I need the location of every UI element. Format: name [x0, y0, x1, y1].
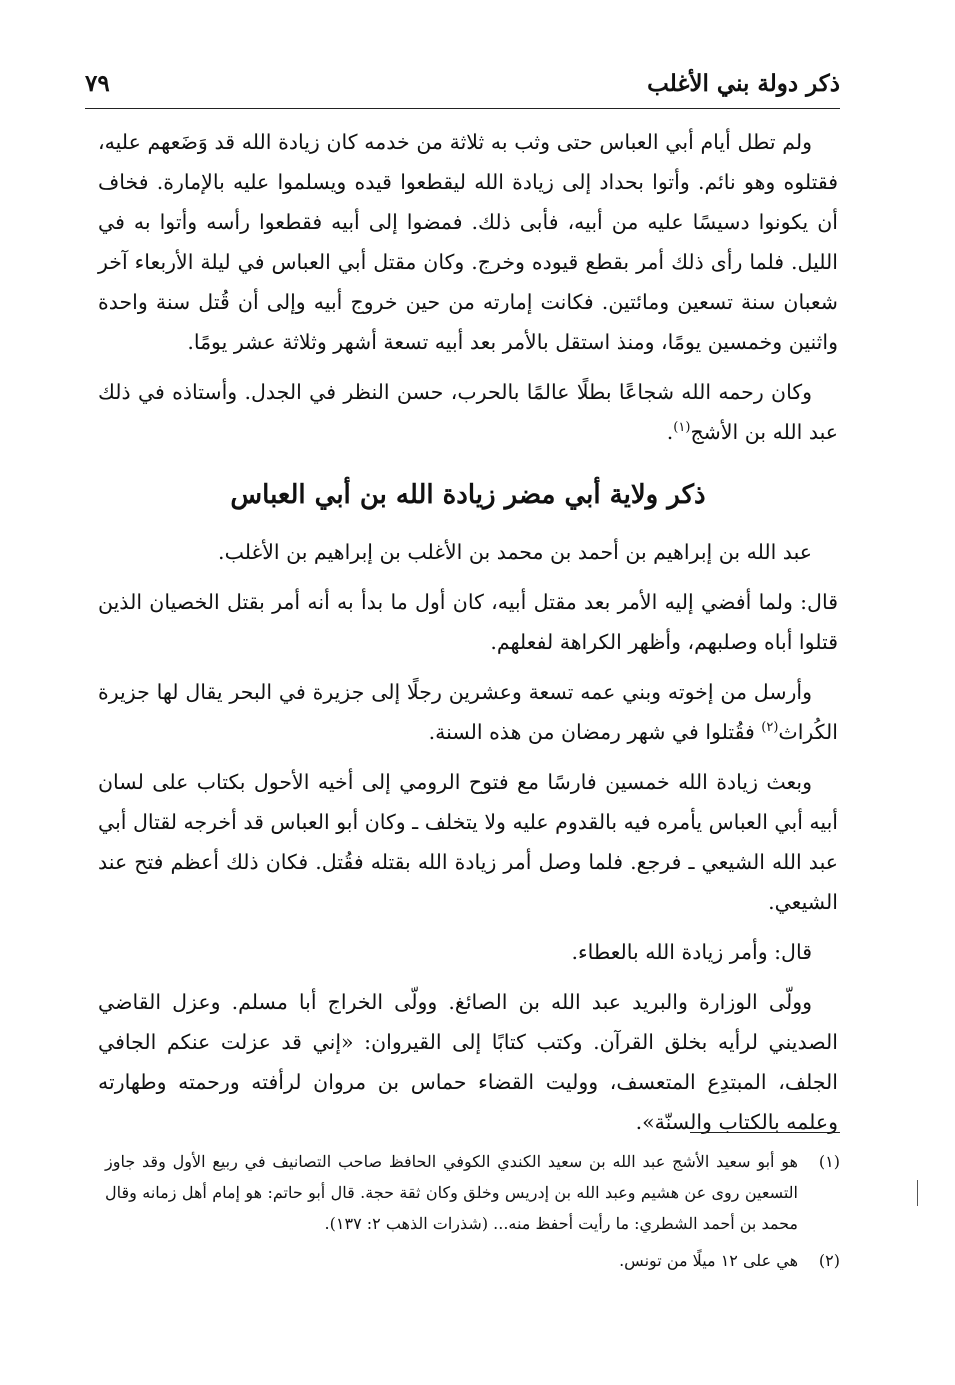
paragraph — [98, 672, 838, 752]
section-heading: ذكر ولاية أبي مضر زيادة الله بن أبي العباس — [230, 480, 706, 510]
footnote — [105, 1245, 840, 1276]
paragraph: قال: وأمر زيادة الله بالعطاء. — [571, 940, 812, 964]
footnote-reference[interactable]: (١) — [673, 420, 691, 436]
footnote — [105, 1146, 840, 1239]
paragraph: وكان رحمه الله شجاعًا بطلًا عالمًا بالحرب، حسن النظر في الجدل. وأستاذه في ذلك عبد الله بن الأشج$^{(١)}$. — [98, 380, 838, 444]
paragraph-text: وكان رحمه الله شجاعًا بطلًا عالمًا بالحرب، حسن النظر في الجدل. وأستاذه في ذلك عبد الله بن الأشج — [98, 380, 838, 444]
footnote-text: هي على ١٢ ميلًا من تونس. — [619, 1251, 798, 1270]
footnote-reference[interactable]: (٢) — [761, 720, 779, 736]
paragraph: قال: ولما أفضي إليه الأمر بعد مقتل أبيه، كان أول ما بدأ به أنه أمر بقتل الخصيان الذين قتلوا أباه وصلبهم، وأظهر الكراهة لفعلهم. — [98, 590, 838, 654]
paragraph-text: فقُتلوا في شهر رمضان من هذه السنة. — [428, 720, 762, 744]
margin-mark — [917, 1180, 918, 1206]
footnote-number: (٢) — [818, 1251, 840, 1270]
paragraph: ولم تطل أيام أبي العباس حتى وثب به ثلاثة من خدمه كان زيادة الله قد وَضَعهم عليه، فقتلوه وهو نائم. وأتوا بحداد إلى زيادة الله ليقطعوا قيده ويسلموا عليه بالإمارة. فخاف أن يكونوا دسيسًا عليه من أبيه، فأبى ذلك. فمضوا إلى أبيه فقطعوا رأسه وأتوا به في الليل. فلما رأى ذلك أمر بقطع قيوده وخرج. وكان مقتل أبي العباس في ليلة الأربعاء آخر شعبان سنة تسعين ومائتين. فكانت إمارته من حين خروج أبيه وإلى أن قُتل سنة واحدة واثنين وخمسين يومًا، ومنذ استقل بالأمر بعد أبيه تسعة أشهر وثلاثة عشر يومًا. — [98, 130, 838, 354]
paragraph-text: وأرسل من إخوته وبني عمه تسعة وعشرين رجلًا إلى جزيرة في البحر يقال لها جزيرة الكُراث — [98, 680, 838, 744]
footnote-text: هو أبو سعيد الأشج عبد الله بن سعيد الكندي الكوفي الحافظ صاحب التصانيف في ربيع الأول وقد جاوز التسعين روى عن هشيم وعبد الله بن إدريس وخلق وكان ثقة حجة. قال أبو حاتم: هو إمام أهل زمانه وقال محمد بن أحمد الشطري: ما رأيت أحفظ منه... (شذرات الذهب ٢: ١٣٧). — [105, 1152, 799, 1233]
footnote-number: (١) — [818, 1152, 840, 1171]
running-header — [85, 68, 840, 109]
footnote-divider — [690, 1132, 840, 1133]
paragraph: وبعث زيادة الله خمسين فارسًا مع فتوح الرومي إلى أخيه الأحول بكتاب على لسان أبيه أبي العباس يأمره فيه بالقدوم عليه ولا يتخلف ـ وكان أبو العباس قد أخرجه لقتال أبي عبد الله الشيعي ـ فرجع. فلما وصل أمر زيادة الله بقتله فقُتل. فكان ذلك أعظم فتح عند الشيعي. — [98, 770, 838, 914]
running-title: ذكر دولة بني الأغلب — [647, 70, 840, 97]
paragraph: وولّى الوزارة والبريد عبد الله بن الصائغ. وولّى الخراج أبا مسلم. وعزل القاضي الصديني لرأيه بخلق القرآن. وكتب كتابًا إلى القيروان: «إني قد عزلت عنكم الجافي الجلف، المبتدِع المتعسف، ووليت القضاء حماس بن مروان لرأفته ورحمته وطهارته وعلمه بالكتاب والسنّة». — [98, 990, 838, 1134]
paragraph: عبد الله بن إبراهيم بن أحمد بن محمد بن الأغلب بن إبراهيم بن الأغلب. — [218, 540, 812, 564]
main-text — [98, 122, 838, 1152]
page-number: ٧٩ — [85, 70, 110, 97]
footnotes — [105, 1146, 840, 1282]
